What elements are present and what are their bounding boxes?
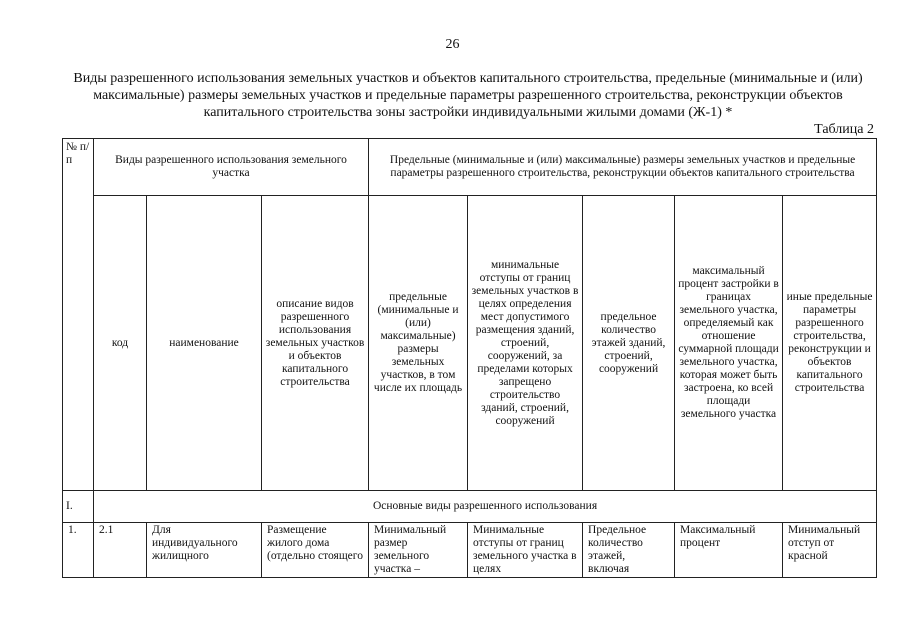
col-setbacks: минимальные отступы от границ земельных участков в целях определения мест допустимого размещения зданий, строений, сооружений, за пределами которых запрещено строительство зданий, строений, сооружений (468, 196, 583, 491)
col-plot-size: предельные (минимальные и (или) максимальные) размеры земельных участков, в том числе их площадь (369, 196, 468, 491)
row-plot-size: Минимальный размер земельного участка – (369, 523, 468, 578)
row-description: Размещение жилого дома (отдельно стоящего (262, 523, 369, 578)
row-name: Для индивидуального жилищного (147, 523, 262, 578)
section-num: I. (63, 491, 94, 523)
col-code: код (94, 196, 147, 491)
subheader-row (63, 196, 877, 491)
header-row (63, 139, 877, 196)
col-name: наименование (147, 196, 262, 491)
col-description: описание видов разрешенного использования земельных участков и объектов капитального строительства (262, 196, 369, 491)
header-uses: Виды разрешенного использования земельного участка (94, 139, 369, 196)
header-limits: Предельные (минимальные и (или) максимальные) размеры земельных участков и предельные параметры разрешенного строительства, реконструкции объектов капитального строительства (369, 139, 877, 196)
page-number: 26 (445, 37, 460, 52)
row-setbacks: Минимальные отступы от границ земельного участка в целях (468, 523, 583, 578)
row-code: 2.1 (94, 523, 147, 578)
land-use-table (62, 138, 877, 578)
row-coverage: Максимальный процент (675, 523, 783, 578)
section-label: Основные виды разрешенного использования (94, 491, 877, 523)
table-row (63, 523, 877, 578)
section-row (63, 491, 877, 523)
col-floors: предельное количество этажей зданий, строений, сооружений (583, 196, 675, 491)
col-other: иные предельные параметры разрешенного строительства, реконструкции и объектов капитального строительства (783, 196, 877, 491)
row-floors: Предельное количество этажей, включая (583, 523, 675, 578)
col-coverage: максимальный процент застройки в границах земельного участка, определяемый как отношение суммарной площади земельного участка, которая может быть застроена, ко всей площади земельного участка (675, 196, 783, 491)
table-label: Таблица 2 (814, 122, 874, 137)
document-title: Виды разрешенного использования земельных участков и объектов капитального строительства, предельные (минимальные и (или) максимальные) размеры земельных участков и предельные параметры разрешенного строительства, реконструкции объектов капитального строительства зоны застройки индивидуальными жилыми домами (Ж-1) * (73, 71, 863, 120)
header-num: № п/п (63, 139, 94, 491)
row-num: 1. (63, 523, 94, 578)
row-other: Минимальный отступ от красной (783, 523, 877, 578)
